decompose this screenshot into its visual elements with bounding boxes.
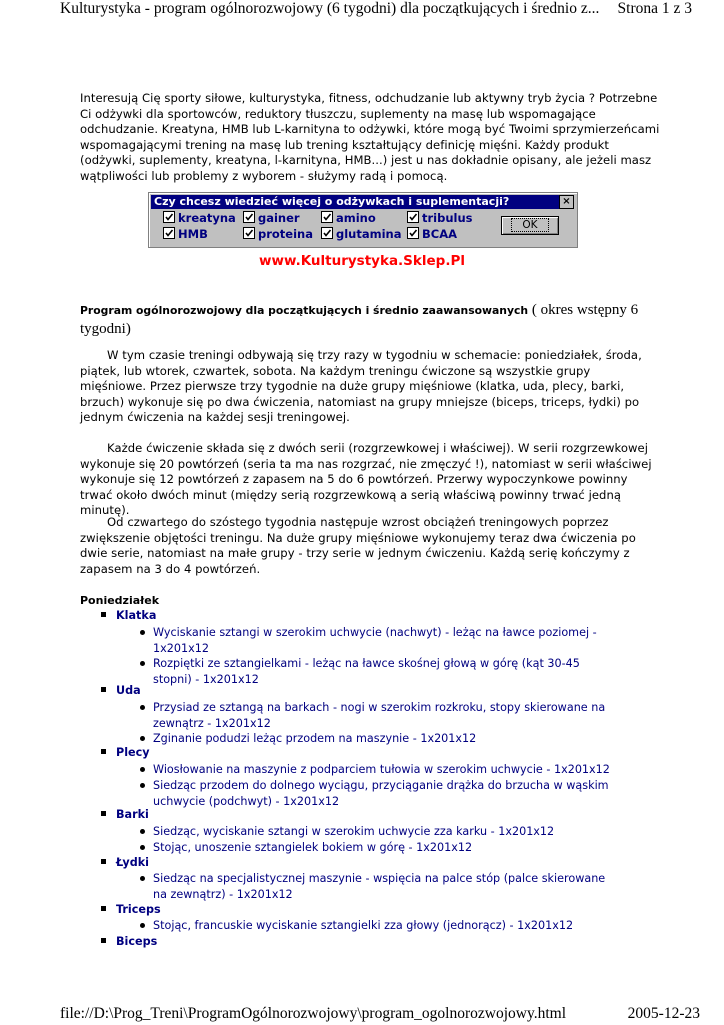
checkmark-icon (243, 227, 255, 239)
list-item (140, 700, 620, 731)
exercise-text: Stojąc, francuskie wyciskanie sztangielki zza głowy (jednorącz) - 1x201x12 (153, 919, 574, 932)
list-item (140, 625, 620, 656)
paragraph-schedule (80, 348, 660, 426)
group-heading (101, 609, 156, 623)
bullet-icon (140, 923, 145, 928)
list-item (140, 918, 620, 934)
page-number: Strona 1 z 3 (617, 0, 692, 17)
square-bullet-icon (101, 859, 106, 864)
page-header (0, 0, 724, 22)
checkbox-glutamina[interactable] (321, 227, 402, 242)
group-heading (101, 746, 150, 760)
ok-button-label: OK (511, 218, 548, 232)
bullet-icon (140, 876, 145, 881)
checkbox-label: BCAA (422, 227, 458, 241)
exercise-text: Stojąc, unoszenie sztangielek bokiem w górę - 1x201x12 (153, 841, 473, 854)
shop-link[interactable]: www.Kulturystyka.Sklep.Pl (259, 253, 465, 269)
bullet-icon (140, 736, 145, 741)
bullet-icon (140, 783, 145, 788)
checkmark-icon (243, 211, 255, 223)
paragraph-text: Każde ćwiczenie składa się z dwóch serii (rozgrzewkowej i właściwej). W serii rozgrzewkowej wykonuje się 20 powtórzeń (seria ta ma nas rozgrzać, nie zmęczyć !), natomiast w serii właściwej wykonuje się 12 powtórzeń z zapasem na 5 do 6 powtórzeń. Przerwy wypoczynkowe powinny trwać około dwóch minut (między serią rozgrzewkową a serią właściwą powinny trwać jedną minutę). (80, 441, 652, 518)
exercise-text: Wiosłowanie na maszynie z podparciem tułowia w szerokim uchwycie - 1x201x12 (153, 763, 610, 776)
checkbox-label: gainer (258, 211, 300, 225)
checkbox-bcaa[interactable] (407, 227, 457, 242)
bullet-icon (140, 829, 145, 834)
checkbox-label: tribulus (422, 211, 473, 225)
group-heading (101, 684, 141, 698)
group-heading (101, 935, 157, 949)
list-item (140, 778, 620, 809)
group-heading (101, 808, 149, 822)
square-bullet-icon (101, 749, 106, 754)
print-date: 2005-12-23 (627, 1005, 700, 1022)
list-item (140, 824, 620, 840)
checkbox-gainer[interactable] (243, 211, 300, 226)
list-item (140, 840, 620, 856)
checkbox-label: proteina (258, 227, 313, 241)
bullet-icon (140, 705, 145, 710)
checkbox-label: kreatyna (178, 211, 236, 225)
group-label: Uda (116, 684, 141, 697)
intro-paragraph: Interesują Cię sporty siłowe, kulturystyka, fitness, odchudzanie lub aktywny tryb życia ? Potrzebne Ci odżywki dla sportowców, reduktory tłuszczu, suplementy na masę lub wspomagające odchudzanie. Kreatyna, HMB lub L-karnityna to odżywki, które mogą być Twoimi sprzymierzeńcami wspomagającymi trening na masę lub trening kształtujący definicję mięśni. Każdy produkt (odżywki, suplementy, kreatyna, l-karnityna, HMB...) jest u nas dokładnie opisany, ale jeżeli masz wątpliwości lub problemy z wyborem - służymy radą i pomocą. (80, 91, 660, 183)
exercise-text: Rozpiętki ze sztangielkami - leżąc na ławce skośnej głową w górę (kąt 30-45 stopni) - 1x201x12 (153, 657, 580, 686)
list-item (140, 762, 620, 778)
group-label: Barki (116, 808, 149, 821)
program-title-bold: Program ogólnorozwojowy dla początkujących i średnio zaawansowanych (80, 304, 529, 317)
checkbox-proteina[interactable] (243, 227, 313, 242)
checkmark-icon (407, 211, 419, 223)
group-label: Plecy (116, 746, 150, 759)
checkbox-tribulus[interactable] (407, 211, 473, 226)
paragraph-text: W tym czasie treningi odbywają się trzy razy w tygodniu w schemacie: poniedziałek, środa, piątek, lub wtorek, czwartek, sobota. Na każdym treningu ćwiczone są wszystkie grupy mięśniowe. Przez pierwsze trzy tygodnie na duże grupy mięśniowe (klatka, uda, plecy, barki, brzuch) wykonuje się po dwa ćwiczenia, natomiast na grupy mniejsze (biceps, triceps, łydki) po jednym ćwiczenia na każdej sesji treningowej. (80, 348, 642, 425)
checkbox-kreatyna[interactable] (163, 211, 236, 226)
file-path: file://D:\Prog_Treni\ProgramOgólnorozwojowy\program_ogolnorozwojowy.html (60, 1005, 566, 1022)
close-icon[interactable]: × (559, 195, 574, 209)
square-bullet-icon (101, 811, 106, 816)
square-bullet-icon (101, 906, 106, 911)
ok-button[interactable] (501, 216, 559, 235)
bullet-icon (140, 630, 145, 635)
group-label: Biceps (116, 935, 158, 948)
day-heading: Poniedziałek (80, 594, 160, 607)
exercise-text: Siedząc, wyciskanie sztangi w szerokim uchwycie zza karku - 1x201x12 (153, 825, 555, 838)
exercise-text: Wyciskanie sztangi w szerokim uchwycie (nachwyt) - leżąc na ławce poziomej - 1x201x12 (153, 626, 597, 655)
paragraph-series (80, 441, 660, 519)
checkmark-icon (407, 227, 419, 239)
bullet-icon (140, 661, 145, 666)
checkmark-icon (163, 227, 175, 239)
checkmark-icon (321, 211, 333, 223)
exercise-text: Przysiad ze sztangą na barkach - nogi w szerokim rozkroku, stopy skierowane na zewnątrz - 1x201x12 (153, 701, 606, 730)
program-title-rest: ( okres wstępny 6 tygodni) (80, 302, 639, 337)
bullet-icon (140, 845, 145, 850)
checkbox-hmb[interactable] (163, 227, 208, 242)
document-title: Kulturystyka - program ogólnorozwojowy (6 tygodni) dla początkujących i średnio z... (60, 0, 600, 17)
group-label: Klatka (116, 609, 157, 622)
exercise-text: Zginanie podudzi leżąc przodem na maszynie - 1x201x12 (153, 732, 477, 745)
group-label: Triceps (116, 903, 161, 916)
paragraph-text: Od czwartego do szóstego tygodnia następuje wzrost obciążeń treningowych poprzez zwiększenie objętości treningu. Na duże grupy mięśniowe wykonujemy teraz dwa ćwiczenia po dwie serie, natomiast na małe grupy - trzy serie w jednym ćwiczeniu. Każdą serię kończymy z zapasem na 3 do 4 powtórzeń. (80, 515, 636, 576)
supplement-dialog (148, 192, 578, 248)
list-item (140, 656, 620, 687)
group-heading (101, 903, 161, 917)
square-bullet-icon (101, 687, 106, 692)
group-label: Łydki (116, 856, 149, 869)
square-bullet-icon (101, 938, 106, 943)
checkmark-icon (321, 227, 333, 239)
exercise-text: Siedząc przodem do dolnego wyciągu, przyciąganie drążka do brzucha w wąskim uchwycie (podchwyt) - 1x201x12 (153, 779, 609, 808)
list-item (140, 871, 620, 902)
page-footer (0, 1005, 724, 1025)
checkbox-label: glutamina (336, 227, 402, 241)
exercise-text: Siedząc na specjalistycznej maszynie - wspięcia na palce stóp (palce skierowane na zewnątrz) - 1x201x12 (153, 872, 606, 901)
dialog-title: Czy chcesz wiedzieć więcej o odżywkach i suplementacji? (151, 195, 560, 209)
group-heading (101, 856, 149, 870)
checkmark-icon (163, 211, 175, 223)
checkbox-amino[interactable] (321, 211, 376, 226)
list-item (140, 731, 620, 747)
paragraph-progression (80, 515, 660, 577)
checkbox-label: HMB (178, 227, 208, 241)
program-title (80, 300, 660, 338)
bullet-icon (140, 767, 145, 772)
square-bullet-icon (101, 612, 106, 617)
checkbox-label: amino (336, 211, 376, 225)
